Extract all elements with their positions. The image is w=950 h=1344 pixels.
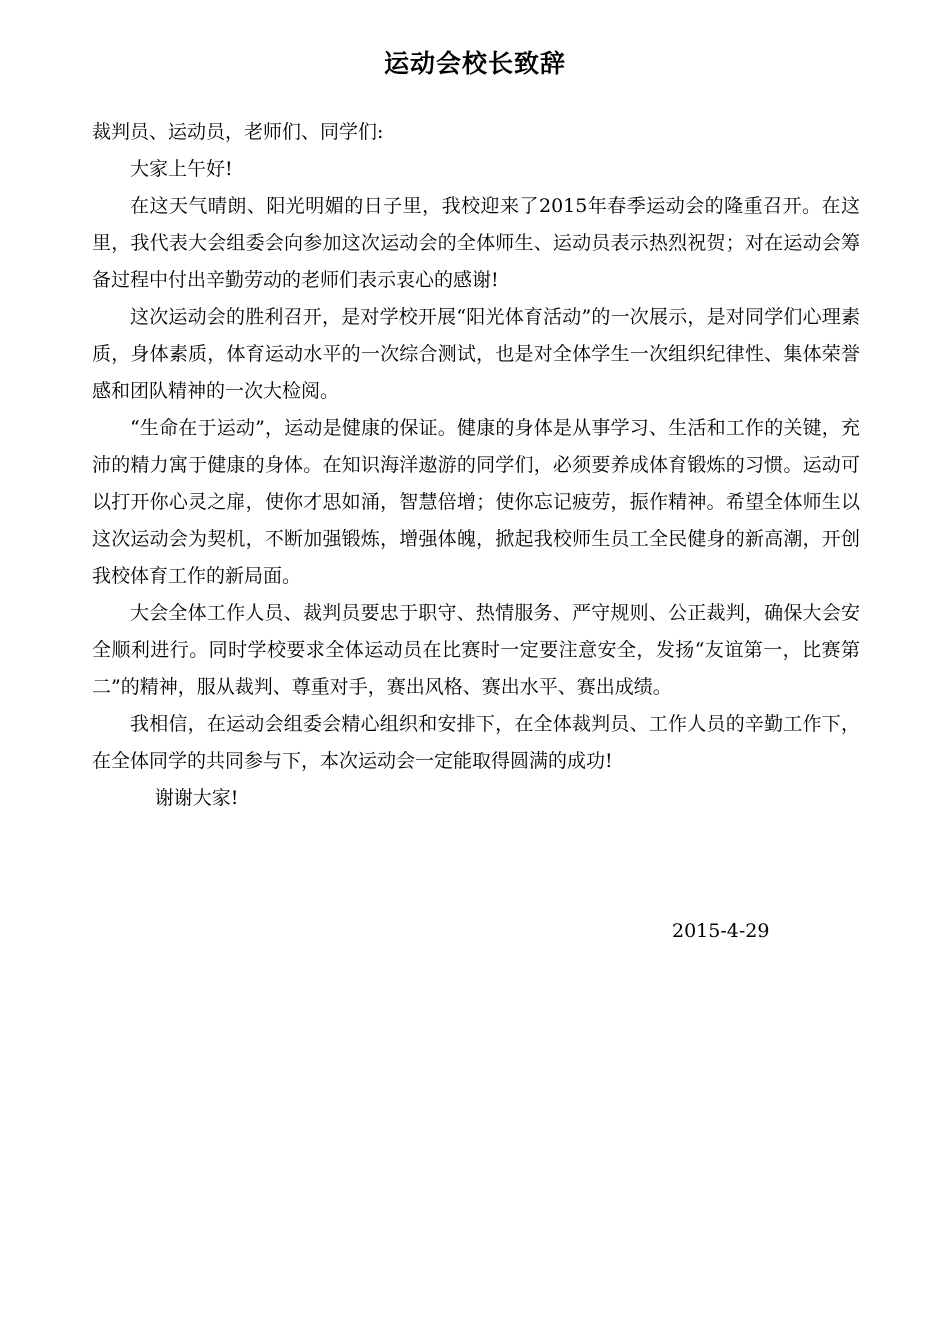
document-title: 运动会校长致辞 <box>383 49 566 78</box>
paragraph-confidence: 我相信，在运动会组委会精心组织和安排下，在全体裁判员、工作人员的辛勤工作下，在全体同学的共同参与下，本次运动会一定能取得圆满的成功! <box>92 713 860 772</box>
paragraph-requirements: 大会全体工作人员、裁判员要忠于职守、热情服务、严守规则、公正裁判，确保大会安全顺利进行。同时学校要求全体运动员在比赛时一定要注意安全，发扬“友谊第一，比赛第二”的精神，服从裁判、尊重对手，赛出风格、赛出水平、赛出成绩。 <box>92 602 860 698</box>
document-date: 2015-4-29 <box>672 920 770 942</box>
closing-line: 谢谢大家! <box>154 787 239 809</box>
paragraph-health: “生命在于运动”，运动是健康的保证。健康的身体是从事学习、生活和工作的关键，充沛的精力寓于健康的身体。在知识海洋遨游的同学们，必须要养成体育锻炼的习惯。运动可以打开你心灵之扉，使你才思如涌，智慧倍增；使你忘记疲劳，振作精神。希望全体师生以这次运动会为契机，不断加强锻炼，增强体魄，掀起我校师生员工全民健身的新高潮，开创我校体育工作的新局面。 <box>92 417 860 587</box>
document-body <box>92 114 860 817</box>
paragraph-opening: 在这天气晴朗、阳光明媚的日子里，我校迎来了2015年春季运动会的隆重召开。在这里，我代表大会组委会向参加这次运动会的全体师生、运动员表示热烈祝贺；对在运动会筹备过程中付出辛勤劳动的老师们表示衷心的感谢! <box>92 195 860 291</box>
salutation-line: 裁判员、运动员，老师们、同学们: <box>92 121 384 143</box>
greeting-line: 大家上午好! <box>130 158 233 180</box>
paragraph-significance: 这次运动会的胜利召开，是对学校开展“阳光体育活动”的一次展示，是对同学们心理素质，身体素质，体育运动水平的一次综合测试，也是对全体学生一次组织纪律性、集体荣誉感和团队精神的一次大检阅。 <box>92 306 860 402</box>
